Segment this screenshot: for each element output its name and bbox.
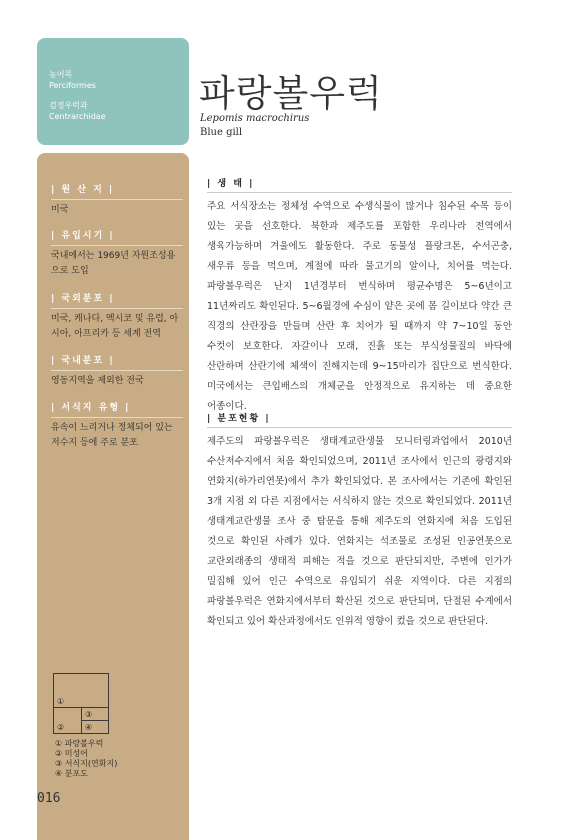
figure-grid	[53, 673, 109, 734]
figure-legend	[55, 739, 117, 779]
legend-item: ② 미성어	[55, 749, 88, 758]
global-distribution-section	[51, 286, 183, 342]
introduction-section	[51, 223, 183, 279]
distribution-status-section	[207, 411, 512, 632]
legend-item: ① 파랑볼우럭	[55, 739, 104, 748]
species-title: 파랑볼우럭	[199, 72, 383, 115]
divider	[51, 417, 183, 418]
distribution-status-heading: | 분포현황 |	[207, 414, 271, 424]
origin-text: 미국	[51, 205, 69, 215]
divider	[51, 370, 183, 371]
order-korean: 농어목	[49, 70, 73, 79]
introduction-text: 국내에서는 1969년 자원조성용으로 도입	[51, 251, 176, 276]
figure-label: ①	[57, 697, 65, 706]
habitat-type-section	[51, 395, 183, 451]
page-number: 016	[37, 791, 61, 806]
common-name: Blue gill	[200, 127, 243, 138]
figure-cell	[53, 707, 82, 734]
figure-cell	[81, 720, 109, 734]
legend-item: ③ 서식지(연화지)	[55, 759, 118, 768]
divider	[207, 427, 512, 428]
introduction-heading: | 유입시기 |	[51, 231, 115, 241]
family-korean: 검정우럭과	[49, 101, 88, 110]
figure-label: ②	[57, 723, 65, 732]
figure-label: ③	[85, 710, 93, 719]
order-latin: Perciformes	[49, 81, 96, 90]
domestic-distribution-text: 영동지역을 제외한 전국	[51, 376, 144, 386]
origin-section	[51, 177, 183, 218]
global-distribution-heading: | 국외분포 |	[51, 294, 115, 304]
domestic-distribution-heading: | 국내분포 |	[51, 356, 115, 366]
ecology-section	[207, 176, 512, 417]
ecology-text: 주요 서식장소는 정체성 수역으로 수생식물이 많거나 침수된 수목 등이 있는 곳을 선호한다. 북한과 제주도를 포함한 우리나라 전역에서 생육가능하며 겨울에도 활동한다. 주로 동물성 플랑크톤, 수서곤충, 새우류 등을 먹으며, 계절에 따라 물고기의 알이나, 치어를 먹는다. 파랑볼우럭은 난지 1년경부터 번식하며 평균수명은 5~6년이고 11년짜리도 확인된다. 5~6월경에 수심이 얕은 곳에 몸 길이보다 약간 큰 직경의 산란장을 만들며 산란 후 치어가 될 때까지 약 7~10일 동안 수컷이 보호한다. 자갈이나 모래, 진흙 또는 부식성물질의 바닥에 산란하며 산란기에 체색이 진해지는데 9~15마리가 집단으로 번식한다. 미국에서는 큰입배스의 개체군을 안정적으로 유지하는 데 중요한 어종이다.	[207, 201, 512, 412]
divider	[51, 245, 183, 246]
legend-item: ④ 분포도	[55, 769, 88, 778]
family-latin: Centrarchidae	[49, 112, 106, 121]
domestic-distribution-section	[51, 348, 183, 389]
habitat-type-text: 유속이 느리거나 정체되어 있는 저수지 등에 주로 분포	[51, 423, 173, 448]
figure-cell	[81, 707, 109, 721]
divider	[51, 199, 183, 200]
origin-heading: | 원 산 지 |	[51, 185, 115, 195]
figure-label: ④	[85, 723, 93, 732]
taxonomy-box	[37, 38, 189, 145]
figure-cell	[53, 673, 109, 708]
info-sidebar	[37, 153, 189, 840]
habitat-type-heading: | 서식지 유형 |	[51, 403, 131, 413]
scientific-name: Lepomis macrochirus	[200, 113, 310, 124]
distribution-status-text: 제주도의 파랑볼우럭은 생태계교란생물 모니터링과업에서 2010년 수산저수지에서 처음 확인되었으며, 2011년 조사에서 인근의 광령지와 연화지(하가리연못)에서 추가 확인되었다. 본 조사에서는 기존에 확인된 3개 지점 외 다른 지점에서는 서식하지 않는 것으로 확인되었다. 2011년 생태계교란생물 조사 중 탐문을 통해 제주도의 연화지에 처음 도입된 것으로 확인된 사례가 있다. 연화지는 석조물로 조성된 인공연못으로 교란외래종의 생태적 피해는 적을 것으로 판단되지만, 주변에 인가가 밀집해 있어 인근 수역으로 유입되기 쉬운 지역이다. 다른 지점의 파랑볼우럭은 연화지에서부터 확산된 것으로 판단되며, 단절된 수계에서 확인되고 있어 확산과정에서도 인위적 영향이 컸을 것으로 판단된다.	[207, 436, 512, 627]
divider	[51, 308, 183, 309]
global-distribution-text: 미국, 캐나다, 멕시코 및 유럽, 아시아, 아프리카 등 세계 전역	[51, 314, 179, 339]
ecology-heading: | 생 태 |	[207, 179, 255, 189]
divider	[207, 192, 512, 193]
